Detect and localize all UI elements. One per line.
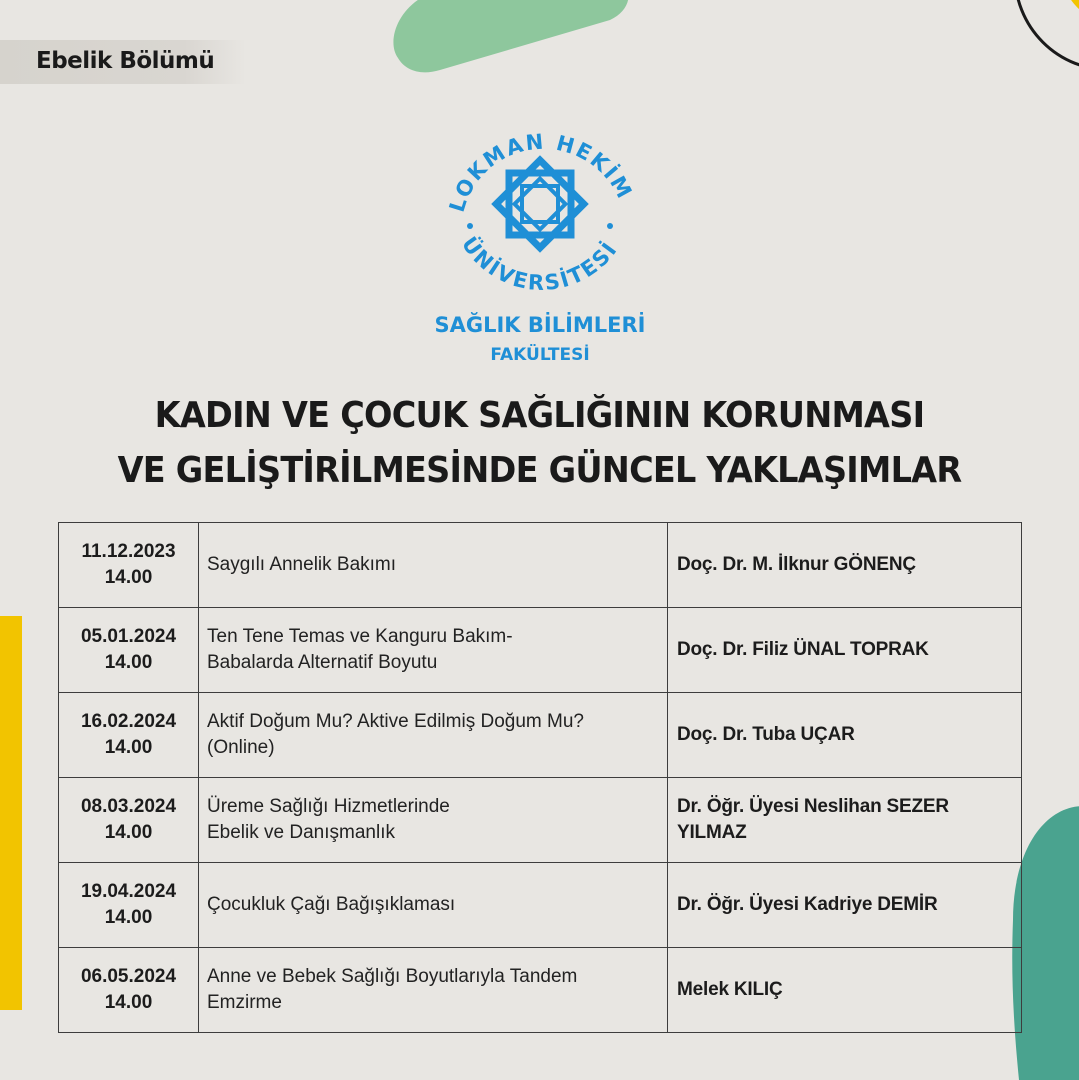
session-time: 14.00 xyxy=(104,907,153,928)
topic-text: Saygılı Annelik Bakımı xyxy=(207,554,397,575)
session-date: 08.03.2024 xyxy=(80,796,177,817)
topic-text: Aktif Doğum Mu? Aktive Edilmiş Doğum Mu? xyxy=(207,711,584,732)
page-title-line2: VE GELİŞTİRİLMESİNDE GÜNCEL YAKLAŞIMLAR xyxy=(117,450,962,491)
svg-text:ÜNİVERSİTESİ xyxy=(457,232,623,295)
speaker-name: Doç. Dr. Filiz ÜNAL TOPRAK xyxy=(677,639,929,660)
topic-text: Çocukluk Çağı Bağışıklaması xyxy=(207,894,456,915)
logo-arc-bottom: ÜNİVERSİTESİ xyxy=(456,232,623,296)
session-date: 16.02.2024 xyxy=(80,711,177,732)
green-blob-top xyxy=(380,0,640,80)
topic-text: Üreme Sağlığı Hizmetlerinde xyxy=(207,796,450,817)
table-row xyxy=(59,693,1022,778)
session-date: 19.04.2024 xyxy=(80,881,177,902)
session-time: 14.00 xyxy=(104,992,153,1013)
logo-faculty-line2: FAKÜLTESİ xyxy=(490,345,590,365)
speaker-name: Dr. Öğr. Üyesi Neslihan SEZER YILMAZ xyxy=(677,796,949,843)
topic-cell xyxy=(199,863,668,948)
logo-knot-icon xyxy=(496,160,584,248)
session-date: 05.01.2024 xyxy=(80,626,177,647)
department-tag xyxy=(0,40,246,84)
speaker-cell xyxy=(668,523,1022,608)
session-date: 11.12.2023 xyxy=(81,541,176,562)
date-cell xyxy=(59,608,199,693)
date-cell xyxy=(59,863,199,948)
yellow-circle-top-right xyxy=(1000,0,1079,90)
topic-cell xyxy=(199,778,668,863)
date-cell xyxy=(59,778,199,863)
table-row xyxy=(59,863,1022,948)
speaker-cell xyxy=(668,778,1022,863)
session-time: 14.00 xyxy=(104,567,153,588)
date-cell xyxy=(59,523,199,608)
topic-cell xyxy=(199,948,668,1033)
topic-cell xyxy=(199,608,668,693)
speaker-name: Doç. Dr. M. İlknur GÖNENÇ xyxy=(677,554,916,575)
table-row xyxy=(59,778,1022,863)
topic-text: Babalarda Alternatif Boyutu xyxy=(207,652,438,673)
session-time: 14.00 xyxy=(104,822,153,843)
speaker-cell xyxy=(668,693,1022,778)
topic-cell xyxy=(199,523,668,608)
topic-text: (Online) xyxy=(207,737,275,758)
speaker-cell xyxy=(668,948,1022,1033)
date-cell xyxy=(59,693,199,778)
logo-arc-top: LOKMAN HEKİM xyxy=(444,129,638,215)
speaker-name: Doç. Dr. Tuba UÇAR xyxy=(677,724,855,745)
topic-text: Ebelik ve Danışmanlık xyxy=(207,822,395,843)
session-date: 06.05.2024 xyxy=(80,966,177,987)
session-time: 14.00 xyxy=(104,652,153,673)
topic-text: Anne ve Bebek Sağlığı Boyutlarıyla Tandem xyxy=(207,966,578,987)
department-label: Ebelik Bölümü xyxy=(36,48,215,74)
session-time: 14.00 xyxy=(104,737,153,758)
logo-faculty-line1: SAĞLIK BİLİMLERİ xyxy=(434,313,646,337)
page-title-line1: KADIN VE ÇOCUK SAĞLIĞININ KORUNMASI xyxy=(154,395,925,436)
speaker-name: Melek KILIÇ xyxy=(677,979,783,1000)
table-row xyxy=(59,523,1022,608)
topic-text: Emzirme xyxy=(207,992,282,1013)
speaker-cell xyxy=(668,608,1022,693)
table-row xyxy=(59,608,1022,693)
table-row xyxy=(59,948,1022,1033)
date-cell xyxy=(59,948,199,1033)
speaker-name: Dr. Öğr. Üyesi Kadriye DEMİR xyxy=(677,894,938,915)
topic-cell xyxy=(199,693,668,778)
speaker-cell xyxy=(668,863,1022,948)
university-logo xyxy=(410,108,670,373)
topic-text: Ten Tene Temas ve Kanguru Bakım- xyxy=(207,626,513,647)
schedule-table xyxy=(58,522,1022,1033)
yellow-bar-left xyxy=(0,616,22,1010)
